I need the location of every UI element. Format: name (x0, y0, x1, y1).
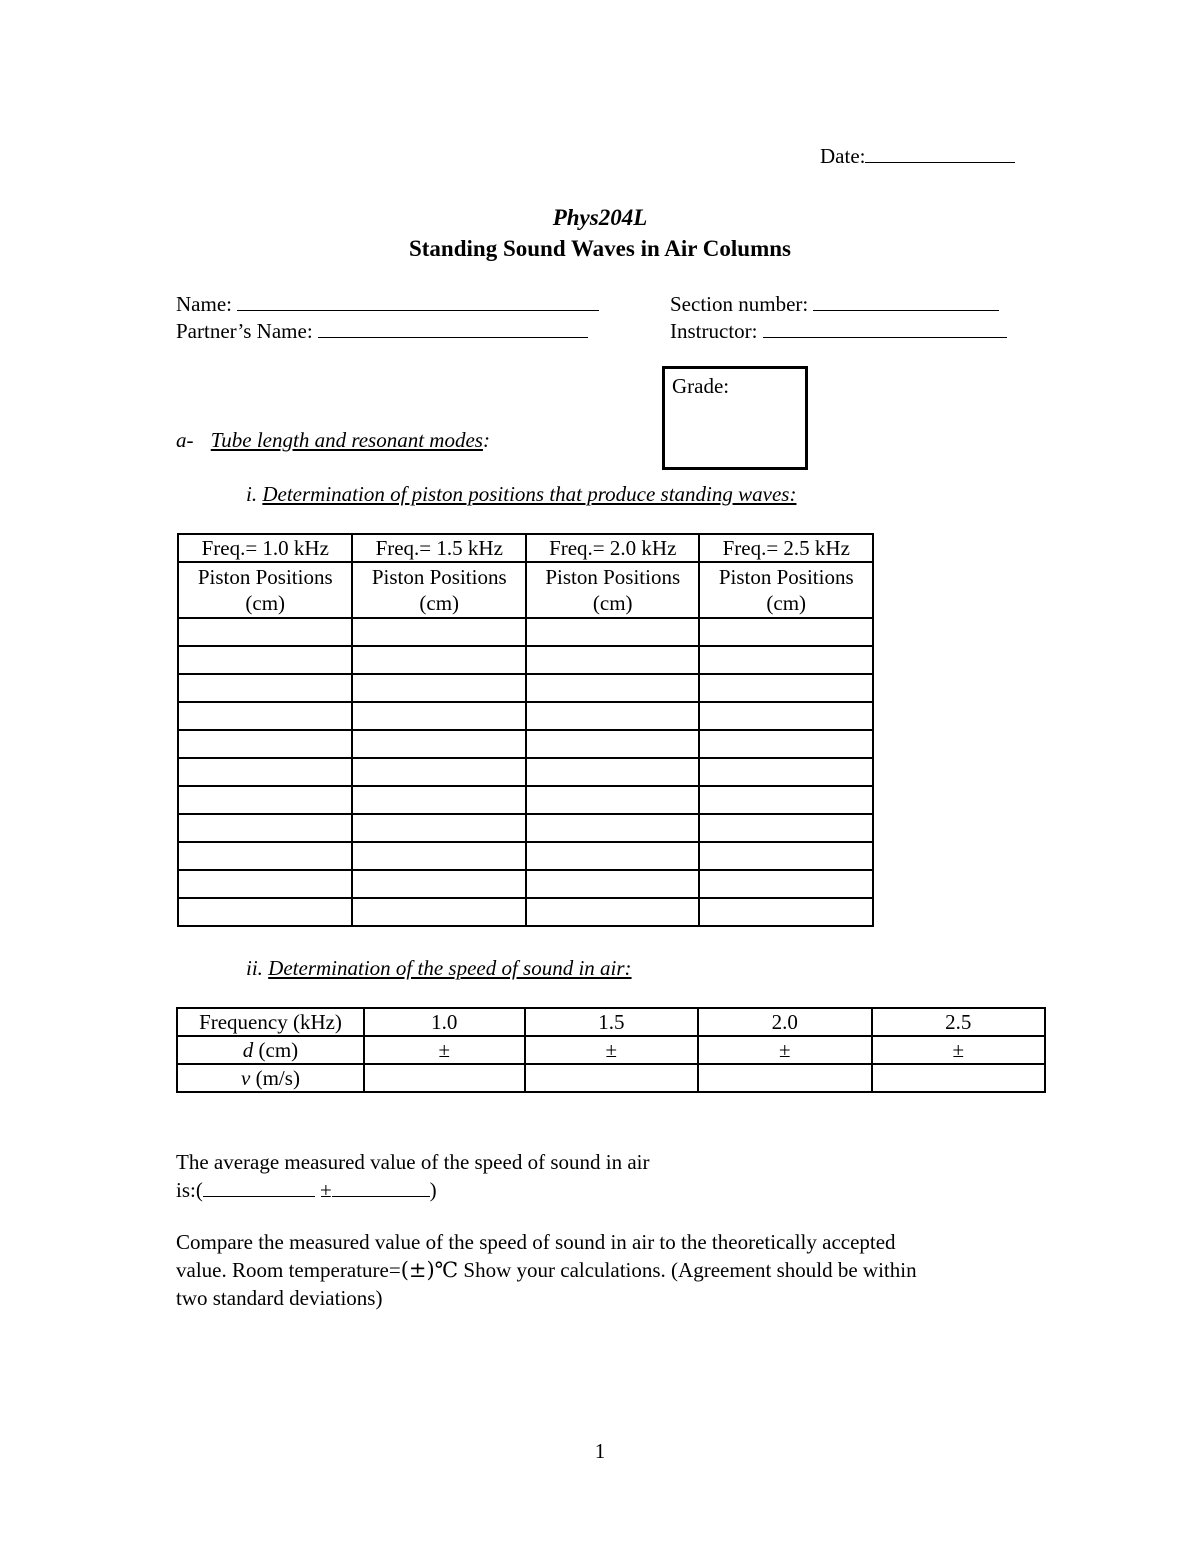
entry-cell[interactable] (178, 730, 352, 758)
entry-cell[interactable] (178, 786, 352, 814)
entry-cell[interactable] (352, 898, 526, 926)
frequency-value: 2.0 (698, 1008, 871, 1036)
freq-header: Freq.= 1.0 kHz (178, 534, 352, 562)
frequency-value: 1.5 (525, 1008, 698, 1036)
part-ii-title: Determination of the speed of sound in air: (268, 956, 632, 980)
entry-cell[interactable] (699, 646, 873, 674)
entry-cell[interactable] (178, 702, 352, 730)
entry-cell[interactable] (526, 646, 700, 674)
entry-cell[interactable] (699, 730, 873, 758)
distance-cell[interactable]: ± (525, 1036, 698, 1064)
partner-line (176, 319, 588, 344)
entry-cell[interactable] (699, 618, 873, 646)
entry-cell[interactable] (699, 842, 873, 870)
entry-cell[interactable] (526, 730, 700, 758)
table-row (178, 618, 873, 646)
temperature-formula: (±)℃ (400, 1258, 459, 1282)
compare-line-2: value. Room temperature=(±)℃ Show your calculations. (Agreement should be within (176, 1258, 917, 1282)
entry-cell[interactable] (699, 702, 873, 730)
table-row (178, 674, 873, 702)
table-row (178, 702, 873, 730)
entry-cell[interactable] (352, 758, 526, 786)
entry-cell[interactable] (699, 898, 873, 926)
distance-cell[interactable]: ± (364, 1036, 525, 1064)
entry-cell[interactable] (352, 870, 526, 898)
entry-cell[interactable] (178, 898, 352, 926)
table-row (178, 842, 873, 870)
freq-header: Freq.= 1.5 kHz (352, 534, 526, 562)
page-number: 1 (594, 1439, 606, 1463)
instructor-line (670, 319, 1007, 344)
entry-cell[interactable] (178, 842, 352, 870)
entry-cell[interactable] (699, 786, 873, 814)
entry-cell[interactable] (352, 786, 526, 814)
frequency-label: Frequency (kHz) (177, 1008, 364, 1036)
date-field[interactable] (865, 144, 1015, 163)
speed-cell[interactable] (872, 1064, 1045, 1092)
entry-cell[interactable] (699, 758, 873, 786)
speed-cell[interactable] (364, 1064, 525, 1092)
table-row (178, 814, 873, 842)
part-a-prefix: a- (176, 428, 194, 452)
partner-label: Partner’s Name: (176, 319, 313, 343)
table-row (178, 898, 873, 926)
part-a-colon: : (482, 428, 490, 452)
section-label: Section number: (670, 292, 809, 316)
entry-cell[interactable] (526, 618, 700, 646)
part-i-title: Determination of piston positions that produce standing waves: (262, 482, 797, 506)
entry-cell[interactable] (526, 870, 700, 898)
column-header: Piston Positions (cm) (699, 562, 873, 618)
experiment-title: Standing Sound Waves in Air Columns (408, 236, 791, 261)
table-row (178, 786, 873, 814)
freq-header: Freq.= 2.5 kHz (699, 534, 873, 562)
course-title: Phys204L (552, 205, 648, 230)
entry-cell[interactable] (526, 674, 700, 702)
entry-cell[interactable] (352, 814, 526, 842)
entry-cell[interactable] (699, 674, 873, 702)
compare-line-3: two standard deviations) (176, 1286, 383, 1310)
entry-cell[interactable] (178, 674, 352, 702)
part-a-heading (176, 428, 490, 453)
column-header: Piston Positions (cm) (526, 562, 700, 618)
section-line (670, 292, 999, 317)
part-i-heading (246, 482, 796, 507)
distance-cell[interactable]: ± (872, 1036, 1045, 1064)
part-a-title: Tube length and resonant modes (210, 428, 483, 452)
entry-cell[interactable] (526, 786, 700, 814)
table-row (178, 870, 873, 898)
name-line (176, 292, 599, 317)
entry-cell[interactable] (178, 814, 352, 842)
entry-cell[interactable] (526, 758, 700, 786)
piston-positions-table (177, 533, 874, 927)
table-row (177, 1008, 1045, 1036)
entry-cell[interactable] (352, 842, 526, 870)
entry-cell[interactable] (526, 702, 700, 730)
entry-cell[interactable] (178, 758, 352, 786)
entry-cell[interactable] (352, 702, 526, 730)
part-ii-prefix: ii. (246, 956, 263, 980)
speed-of-sound-table (176, 1007, 1046, 1093)
frequency-value: 1.0 (364, 1008, 525, 1036)
entry-cell[interactable] (178, 870, 352, 898)
column-header: Piston Positions (cm) (352, 562, 526, 618)
column-header: Piston Positions (cm) (178, 562, 352, 618)
name-label: Name: (176, 292, 232, 316)
table-row (178, 562, 873, 618)
entry-cell[interactable] (352, 618, 526, 646)
entry-cell[interactable] (352, 674, 526, 702)
entry-cell[interactable] (352, 646, 526, 674)
table-row (178, 758, 873, 786)
instructor-label: Instructor: (670, 319, 758, 343)
section-field[interactable] (813, 292, 999, 311)
average-line-1: The average measured value of the speed of sound in air (176, 1150, 650, 1174)
entry-cell[interactable] (178, 646, 352, 674)
compare-line-1: Compare the measured value of the speed of sound in air to the theoretically accepted (176, 1230, 896, 1254)
entry-cell[interactable] (526, 814, 700, 842)
average-value-field[interactable] (203, 1178, 315, 1197)
frequency-value: 2.5 (872, 1008, 1045, 1036)
table-row (177, 1036, 1045, 1064)
average-line-2: is:( ± ) (176, 1178, 437, 1202)
speed-cell[interactable] (525, 1064, 698, 1092)
speed-label: v (m/s) (177, 1064, 364, 1092)
grade-label: Grade: (672, 374, 730, 398)
speed-cell[interactable] (698, 1064, 871, 1092)
grade-box[interactable] (662, 366, 808, 470)
entry-cell[interactable] (699, 814, 873, 842)
part-i-prefix: i. (246, 482, 258, 506)
part-ii-heading (246, 956, 632, 981)
instructor-field[interactable] (763, 319, 1007, 338)
table-row (177, 1064, 1045, 1092)
freq-header: Freq.= 2.0 kHz (526, 534, 700, 562)
entry-cell[interactable] (178, 618, 352, 646)
table-row (178, 730, 873, 758)
date-label: Date: (820, 144, 866, 168)
distance-cell[interactable]: ± (698, 1036, 871, 1064)
entry-cell[interactable] (699, 870, 873, 898)
name-field[interactable] (237, 292, 599, 311)
date-line (820, 144, 1015, 169)
table-row (178, 646, 873, 674)
entry-cell[interactable] (526, 842, 700, 870)
entry-cell[interactable] (526, 898, 700, 926)
table-row (178, 534, 873, 562)
average-uncertainty-field[interactable] (332, 1178, 430, 1197)
entry-cell[interactable] (352, 730, 526, 758)
distance-label: d (cm) (177, 1036, 364, 1064)
partner-field[interactable] (318, 319, 588, 338)
